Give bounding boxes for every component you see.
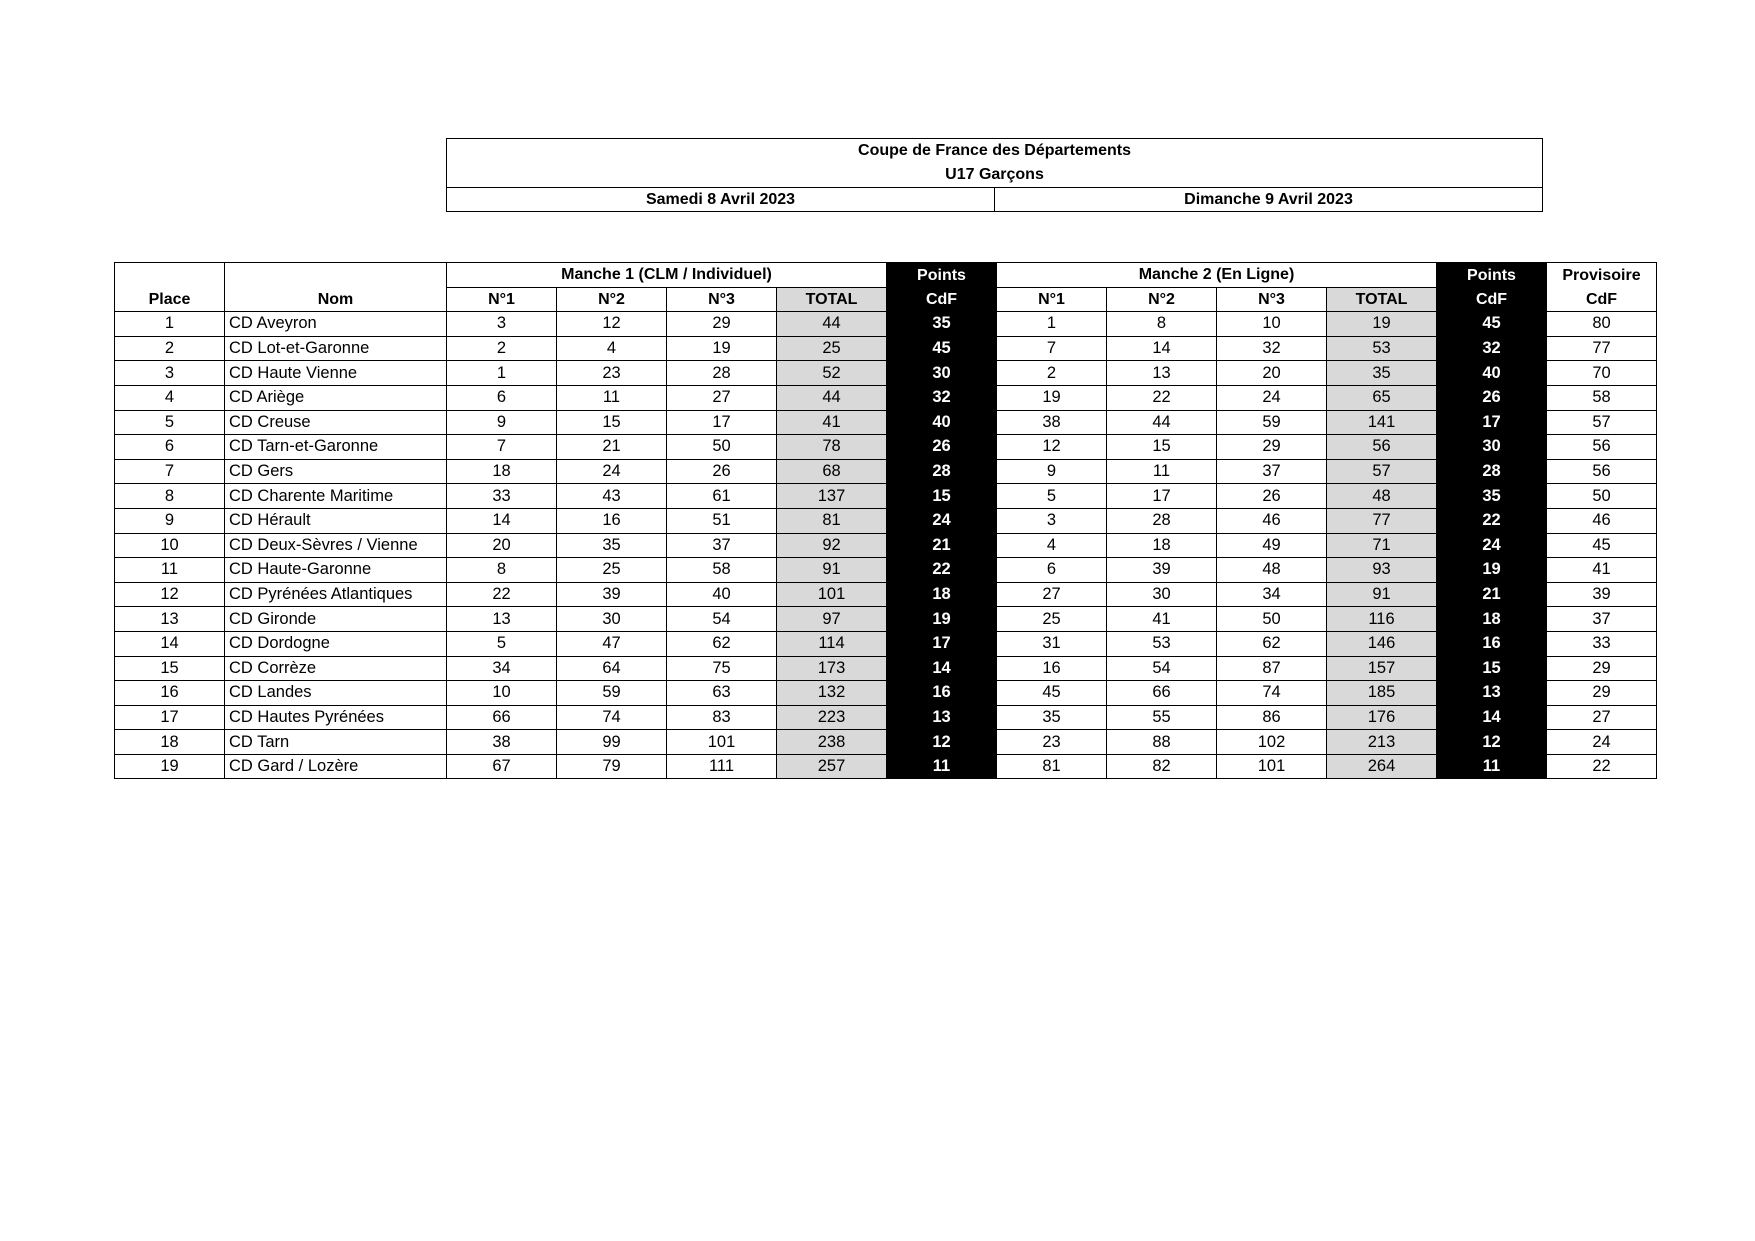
m2-n2-header: N°2: [1107, 287, 1217, 312]
points2-cell: 17: [1437, 410, 1547, 435]
points1-cell: 32: [887, 385, 997, 410]
place-cell: 19: [115, 754, 225, 779]
m2-n3-cell: 46: [1217, 508, 1327, 533]
m1-n2-cell: 59: [557, 681, 667, 706]
points2-cell: 16: [1437, 631, 1547, 656]
points1-cell: 21: [887, 533, 997, 558]
provisoire-cell: 33: [1547, 631, 1657, 656]
m1-n3-cell: 19: [667, 336, 777, 361]
m1-total-header: TOTAL: [777, 287, 887, 312]
provisoire-cell: 56: [1547, 459, 1657, 484]
m1-total-cell: 132: [777, 681, 887, 706]
m2-n1-cell: 12: [997, 435, 1107, 460]
m1-n1-cell: 7: [447, 435, 557, 460]
place-cell: 11: [115, 558, 225, 583]
m1-total-cell: 52: [777, 361, 887, 386]
provisoire-cell: 27: [1547, 705, 1657, 730]
m2-n2-cell: 17: [1107, 484, 1217, 509]
m1-n2-cell: 47: [557, 631, 667, 656]
nom-cell: CD Haute-Garonne: [225, 558, 447, 583]
points2-cell: 11: [1437, 754, 1547, 779]
m1-total-cell: 92: [777, 533, 887, 558]
m2-total-cell: 157: [1327, 656, 1437, 681]
m2-n1-cell: 81: [997, 754, 1107, 779]
m2-n3-cell: 24: [1217, 385, 1327, 410]
points2-cell: 19: [1437, 558, 1547, 583]
m2-n3-cell: 29: [1217, 435, 1327, 460]
place-cell: 7: [115, 459, 225, 484]
m1-n1-cell: 13: [447, 607, 557, 632]
place-cell: 12: [115, 582, 225, 607]
provisoire-header-bottom: CdF: [1547, 287, 1657, 312]
m1-n1-cell: 18: [447, 459, 557, 484]
points2-cell: 12: [1437, 730, 1547, 755]
m1-n1-cell: 2: [447, 336, 557, 361]
m2-n2-cell: 82: [1107, 754, 1217, 779]
m1-total-cell: 97: [777, 607, 887, 632]
points1-cell: 28: [887, 459, 997, 484]
m2-total-cell: 57: [1327, 459, 1437, 484]
m1-n1-cell: 67: [447, 754, 557, 779]
place-cell: 15: [115, 656, 225, 681]
m2-n1-cell: 23: [997, 730, 1107, 755]
points2-cell: 35: [1437, 484, 1547, 509]
m1-n2-cell: 25: [557, 558, 667, 583]
m1-n3-cell: 61: [667, 484, 777, 509]
m2-n3-cell: 37: [1217, 459, 1327, 484]
m2-n2-cell: 39: [1107, 558, 1217, 583]
points1-cell: 18: [887, 582, 997, 607]
m1-n3-cell: 50: [667, 435, 777, 460]
m2-n3-cell: 102: [1217, 730, 1327, 755]
points1-header-top: Points: [887, 263, 997, 288]
m1-n3-cell: 83: [667, 705, 777, 730]
provisoire-cell: 80: [1547, 312, 1657, 337]
provisoire-cell: 29: [1547, 656, 1657, 681]
place-cell: 13: [115, 607, 225, 632]
m2-n1-cell: 3: [997, 508, 1107, 533]
m2-n2-cell: 28: [1107, 508, 1217, 533]
points1-header-bottom: CdF: [887, 287, 997, 312]
m2-total-cell: 146: [1327, 631, 1437, 656]
event-title: Coupe de France des Départements: [858, 142, 1131, 159]
points2-cell: 45: [1437, 312, 1547, 337]
m2-n2-cell: 15: [1107, 435, 1217, 460]
points1-cell: 17: [887, 631, 997, 656]
table-header: [115, 263, 1657, 312]
m1-n2-cell: 35: [557, 533, 667, 558]
m2-n1-cell: 4: [997, 533, 1107, 558]
m2-total-cell: 176: [1327, 705, 1437, 730]
points1-cell: 12: [887, 730, 997, 755]
m2-n3-cell: 87: [1217, 656, 1327, 681]
m1-n1-cell: 66: [447, 705, 557, 730]
provisoire-cell: 39: [1547, 582, 1657, 607]
m1-n2-cell: 21: [557, 435, 667, 460]
m2-n2-cell: 13: [1107, 361, 1217, 386]
m1-n3-cell: 111: [667, 754, 777, 779]
m2-n1-header: N°1: [997, 287, 1107, 312]
m1-total-cell: 81: [777, 508, 887, 533]
place-cell: 14: [115, 631, 225, 656]
m2-total-cell: 56: [1327, 435, 1437, 460]
m2-total-cell: 213: [1327, 730, 1437, 755]
place-cell: 16: [115, 681, 225, 706]
m1-n1-cell: 20: [447, 533, 557, 558]
m2-n1-cell: 1: [997, 312, 1107, 337]
provisoire-cell: 58: [1547, 385, 1657, 410]
manche2-header: Manche 2 (En Ligne): [997, 263, 1437, 288]
points2-cell: 18: [1437, 607, 1547, 632]
nom-cell: CD Corrèze: [225, 656, 447, 681]
nom-cell: CD Creuse: [225, 410, 447, 435]
nom-cell: CD Landes: [225, 681, 447, 706]
m1-n1-cell: 38: [447, 730, 557, 755]
table-row: [115, 533, 1657, 558]
m1-n3-cell: 63: [667, 681, 777, 706]
m2-n1-cell: 31: [997, 631, 1107, 656]
place-cell: 18: [115, 730, 225, 755]
m2-n3-cell: 26: [1217, 484, 1327, 509]
points2-cell: 13: [1437, 681, 1547, 706]
m1-n3-cell: 40: [667, 582, 777, 607]
m2-n1-cell: 7: [997, 336, 1107, 361]
nom-cell: CD Haute Vienne: [225, 361, 447, 386]
m2-n3-cell: 50: [1217, 607, 1327, 632]
m1-total-cell: 137: [777, 484, 887, 509]
m2-n2-cell: 88: [1107, 730, 1217, 755]
m2-n3-cell: 48: [1217, 558, 1327, 583]
points2-cell: 32: [1437, 336, 1547, 361]
m1-n2-cell: 16: [557, 508, 667, 533]
points2-cell: 28: [1437, 459, 1547, 484]
table-row: [115, 459, 1657, 484]
m2-total-cell: 48: [1327, 484, 1437, 509]
m1-n2-cell: 4: [557, 336, 667, 361]
m2-n3-cell: 59: [1217, 410, 1327, 435]
m1-n1-cell: 22: [447, 582, 557, 607]
m1-total-cell: 25: [777, 336, 887, 361]
nom-cell: CD Dordogne: [225, 631, 447, 656]
provisoire-cell: 24: [1547, 730, 1657, 755]
m1-n2-cell: 74: [557, 705, 667, 730]
points1-cell: 14: [887, 656, 997, 681]
event-header: [446, 138, 1543, 212]
m2-n2-cell: 53: [1107, 631, 1217, 656]
table-row: [115, 631, 1657, 656]
points1-cell: 40: [887, 410, 997, 435]
m1-total-cell: 223: [777, 705, 887, 730]
m2-total-cell: 141: [1327, 410, 1437, 435]
table-row: [115, 484, 1657, 509]
m1-total-cell: 173: [777, 656, 887, 681]
place-cell: 2: [115, 336, 225, 361]
points2-header-top: Points: [1437, 263, 1547, 288]
provisoire-cell: 29: [1547, 681, 1657, 706]
nom-cell: CD Ariège: [225, 385, 447, 410]
m2-n1-cell: 27: [997, 582, 1107, 607]
provisoire-cell: 77: [1547, 336, 1657, 361]
m1-n1-cell: 8: [447, 558, 557, 583]
place-cell: 10: [115, 533, 225, 558]
m2-n3-cell: 20: [1217, 361, 1327, 386]
m1-n3-cell: 51: [667, 508, 777, 533]
points2-cell: 14: [1437, 705, 1547, 730]
nom-cell: CD Deux-Sèvres / Vienne: [225, 533, 447, 558]
m1-n3-cell: 75: [667, 656, 777, 681]
m2-total-cell: 91: [1327, 582, 1437, 607]
m1-n2-header: N°2: [557, 287, 667, 312]
m2-total-cell: 264: [1327, 754, 1437, 779]
m1-n2-cell: 12: [557, 312, 667, 337]
nom-cell: CD Hérault: [225, 508, 447, 533]
m1-total-cell: 68: [777, 459, 887, 484]
m1-n2-cell: 64: [557, 656, 667, 681]
place-cell: 4: [115, 385, 225, 410]
points1-cell: 30: [887, 361, 997, 386]
day2-date: Dimanche 9 Avril 2023: [994, 188, 1542, 211]
m2-n2-cell: 14: [1107, 336, 1217, 361]
provisoire-cell: 56: [1547, 435, 1657, 460]
m1-n2-cell: 23: [557, 361, 667, 386]
m1-n3-cell: 29: [667, 312, 777, 337]
m1-n3-cell: 54: [667, 607, 777, 632]
provisoire-cell: 41: [1547, 558, 1657, 583]
m2-n1-cell: 38: [997, 410, 1107, 435]
m1-total-cell: 78: [777, 435, 887, 460]
points2-header-bottom: CdF: [1437, 287, 1547, 312]
m1-n1-cell: 14: [447, 508, 557, 533]
points2-cell: 15: [1437, 656, 1547, 681]
provisoire-header-top: Provisoire: [1547, 263, 1657, 288]
m2-n1-cell: 2: [997, 361, 1107, 386]
place-header: Place: [115, 287, 225, 312]
points2-cell: 40: [1437, 361, 1547, 386]
nom-cell: CD Gard / Lozère: [225, 754, 447, 779]
table-row: [115, 312, 1657, 337]
m1-n2-cell: 24: [557, 459, 667, 484]
points2-cell: 26: [1437, 385, 1547, 410]
nom-cell: CD Charente Maritime: [225, 484, 447, 509]
provisoire-cell: 57: [1547, 410, 1657, 435]
m1-n1-header: N°1: [447, 287, 557, 312]
m1-n1-cell: 6: [447, 385, 557, 410]
m1-n1-cell: 5: [447, 631, 557, 656]
table-body: [115, 312, 1657, 779]
points2-cell: 24: [1437, 533, 1547, 558]
m1-n1-cell: 10: [447, 681, 557, 706]
m2-total-cell: 116: [1327, 607, 1437, 632]
m1-total-cell: 44: [777, 385, 887, 410]
m1-n3-cell: 28: [667, 361, 777, 386]
place-cell: 3: [115, 361, 225, 386]
nom-cell: CD Pyrénées Atlantiques: [225, 582, 447, 607]
nom-cell: CD Aveyron: [225, 312, 447, 337]
nom-cell: CD Tarn: [225, 730, 447, 755]
table-row: [115, 582, 1657, 607]
place-cell: 1: [115, 312, 225, 337]
place-cell: 8: [115, 484, 225, 509]
points2-cell: 30: [1437, 435, 1547, 460]
m2-n3-cell: 10: [1217, 312, 1327, 337]
m2-total-cell: 19: [1327, 312, 1437, 337]
nom-cell: CD Hautes Pyrénées: [225, 705, 447, 730]
table-row: [115, 730, 1657, 755]
table-row: [115, 558, 1657, 583]
points1-cell: 22: [887, 558, 997, 583]
event-dates: [447, 187, 1542, 211]
nom-header-spacer: [225, 263, 447, 288]
m2-n3-cell: 49: [1217, 533, 1327, 558]
m1-n1-cell: 3: [447, 312, 557, 337]
table-row: [115, 607, 1657, 632]
m1-n3-cell: 101: [667, 730, 777, 755]
m2-total-header: TOTAL: [1327, 287, 1437, 312]
event-category: U17 Garçons: [945, 166, 1044, 183]
m2-n2-cell: 44: [1107, 410, 1217, 435]
m2-n3-cell: 86: [1217, 705, 1327, 730]
m1-n2-cell: 15: [557, 410, 667, 435]
table-row: [115, 361, 1657, 386]
m2-n1-cell: 6: [997, 558, 1107, 583]
m1-total-cell: 238: [777, 730, 887, 755]
table-row: [115, 435, 1657, 460]
m2-n1-cell: 5: [997, 484, 1107, 509]
points1-cell: 15: [887, 484, 997, 509]
points1-cell: 11: [887, 754, 997, 779]
m2-n1-cell: 19: [997, 385, 1107, 410]
m1-n2-cell: 79: [557, 754, 667, 779]
table-row: [115, 508, 1657, 533]
nom-header: Nom: [225, 287, 447, 312]
m1-n2-cell: 30: [557, 607, 667, 632]
table-row: [115, 681, 1657, 706]
m1-n1-cell: 33: [447, 484, 557, 509]
m2-n2-cell: 66: [1107, 681, 1217, 706]
m2-total-cell: 77: [1327, 508, 1437, 533]
m2-n3-cell: 32: [1217, 336, 1327, 361]
provisoire-cell: 70: [1547, 361, 1657, 386]
nom-cell: CD Lot-et-Garonne: [225, 336, 447, 361]
m2-n3-cell: 34: [1217, 582, 1327, 607]
place-cell: 6: [115, 435, 225, 460]
points2-cell: 22: [1437, 508, 1547, 533]
manche1-header: Manche 1 (CLM / Individuel): [447, 263, 887, 288]
points1-cell: 26: [887, 435, 997, 460]
table-row: [115, 754, 1657, 779]
nom-cell: CD Gers: [225, 459, 447, 484]
m1-total-cell: 91: [777, 558, 887, 583]
m2-total-cell: 93: [1327, 558, 1437, 583]
m2-total-cell: 65: [1327, 385, 1437, 410]
m2-n3-header: N°3: [1217, 287, 1327, 312]
provisoire-cell: 46: [1547, 508, 1657, 533]
m2-total-cell: 53: [1327, 336, 1437, 361]
m2-n2-cell: 54: [1107, 656, 1217, 681]
nom-cell: CD Tarn-et-Garonne: [225, 435, 447, 460]
points1-cell: 19: [887, 607, 997, 632]
results-table: [114, 262, 1657, 779]
nom-cell: CD Gironde: [225, 607, 447, 632]
table-row: [115, 336, 1657, 361]
m2-n3-cell: 62: [1217, 631, 1327, 656]
place-cell: 5: [115, 410, 225, 435]
provisoire-cell: 37: [1547, 607, 1657, 632]
m1-total-cell: 257: [777, 754, 887, 779]
table-row: [115, 385, 1657, 410]
m2-n2-cell: 11: [1107, 459, 1217, 484]
points1-cell: 35: [887, 312, 997, 337]
points2-cell: 21: [1437, 582, 1547, 607]
m1-n1-cell: 34: [447, 656, 557, 681]
m1-n1-cell: 1: [447, 361, 557, 386]
m1-n3-cell: 17: [667, 410, 777, 435]
m1-n3-cell: 26: [667, 459, 777, 484]
m1-total-cell: 101: [777, 582, 887, 607]
provisoire-cell: 50: [1547, 484, 1657, 509]
place-cell: 17: [115, 705, 225, 730]
place-header-spacer: [115, 263, 225, 288]
provisoire-cell: 45: [1547, 533, 1657, 558]
m1-n2-cell: 11: [557, 385, 667, 410]
m1-n2-cell: 43: [557, 484, 667, 509]
m1-n3-header: N°3: [667, 287, 777, 312]
m1-n1-cell: 9: [447, 410, 557, 435]
m1-total-cell: 114: [777, 631, 887, 656]
m2-n1-cell: 16: [997, 656, 1107, 681]
place-cell: 9: [115, 508, 225, 533]
points1-cell: 45: [887, 336, 997, 361]
m1-total-cell: 41: [777, 410, 887, 435]
m2-total-cell: 185: [1327, 681, 1437, 706]
m1-n3-cell: 58: [667, 558, 777, 583]
m2-n1-cell: 9: [997, 459, 1107, 484]
table-row: [115, 410, 1657, 435]
m2-n2-cell: 30: [1107, 582, 1217, 607]
points1-cell: 16: [887, 681, 997, 706]
m2-n1-cell: 35: [997, 705, 1107, 730]
day1-date: Samedi 8 Avril 2023: [645, 191, 796, 208]
points1-cell: 13: [887, 705, 997, 730]
m1-n3-cell: 62: [667, 631, 777, 656]
table-row: [115, 705, 1657, 730]
m1-n3-cell: 27: [667, 385, 777, 410]
m2-n2-cell: 18: [1107, 533, 1217, 558]
m1-n2-cell: 39: [557, 582, 667, 607]
m1-n3-cell: 37: [667, 533, 777, 558]
points1-cell: 24: [887, 508, 997, 533]
m2-n2-cell: 55: [1107, 705, 1217, 730]
m2-total-cell: 35: [1327, 361, 1437, 386]
m2-n2-cell: 8: [1107, 312, 1217, 337]
m2-n1-cell: 25: [997, 607, 1107, 632]
m2-n2-cell: 41: [1107, 607, 1217, 632]
m2-n1-cell: 45: [997, 681, 1107, 706]
m2-n3-cell: 101: [1217, 754, 1327, 779]
m2-n3-cell: 74: [1217, 681, 1327, 706]
m1-n2-cell: 99: [557, 730, 667, 755]
m2-n2-cell: 22: [1107, 385, 1217, 410]
table-row: [115, 656, 1657, 681]
m1-total-cell: 44: [777, 312, 887, 337]
m2-total-cell: 71: [1327, 533, 1437, 558]
provisoire-cell: 22: [1547, 754, 1657, 779]
